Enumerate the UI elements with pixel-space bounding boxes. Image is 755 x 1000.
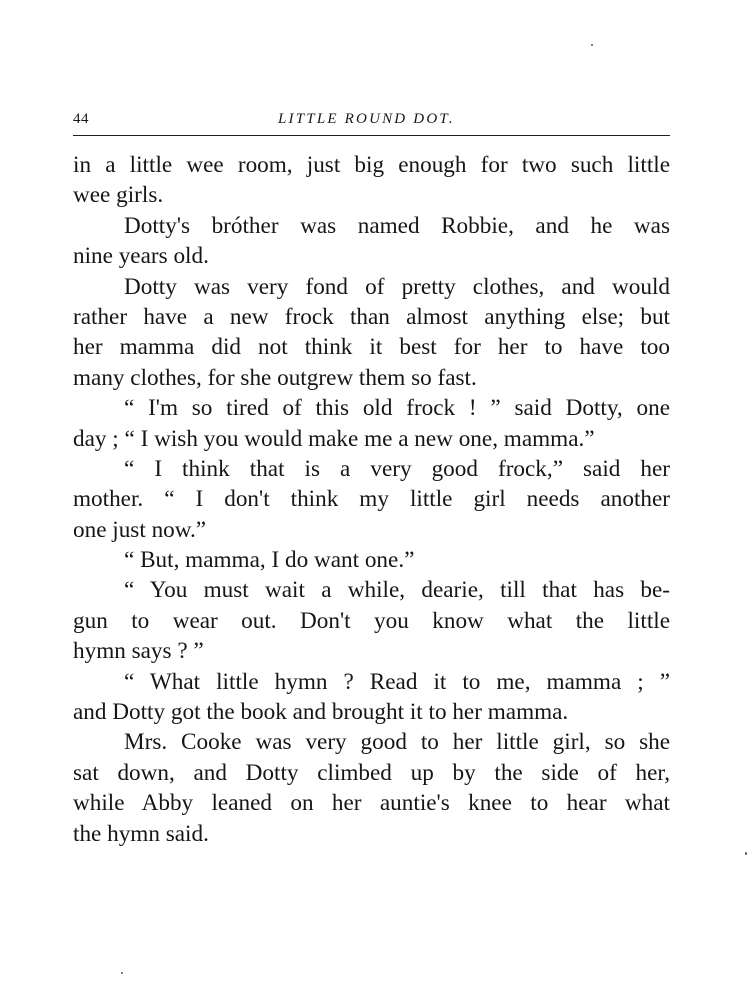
- text-line: wee girls.: [73, 182, 164, 209]
- text-line: her mamma did not think it best for her to have too: [73, 334, 670, 361]
- text-line: Mrs. Cooke was very good to her little girl, so she: [124, 729, 670, 756]
- text-line: the hymn said.: [73, 820, 209, 847]
- paper-speck: [745, 852, 747, 855]
- text-line: gun to wear out. Don't you know what the little: [73, 607, 670, 634]
- text-line: nine years old.: [73, 243, 209, 270]
- text-line: many clothes, for she outgrew them so fast.: [73, 364, 477, 391]
- text-line: sat down, and Dotty climbed up by the side of her,: [73, 759, 670, 786]
- text-line: “ What little hymn ? Read it to me, mamma ; ”: [124, 668, 670, 695]
- body-text: [73, 150, 670, 849]
- paper-speck: [121, 972, 123, 974]
- text-line: in a little wee room, just big enough for two such little: [73, 152, 670, 178]
- text-line: rather have a new frock than almost anything else; but: [73, 303, 670, 330]
- page-number: 44: [73, 111, 89, 127]
- text-line: one just now.”: [73, 516, 207, 543]
- text-line: while Abby leaned on her auntie's knee to hear what: [73, 790, 670, 817]
- header-rule: [73, 135, 670, 136]
- text-line: Dotty's bróther was named Robbie, and he was: [124, 212, 670, 239]
- text-line: “ I'm so tired of this old frock ! ” said Dotty, one: [124, 395, 670, 422]
- text-line: hymn says ? ”: [73, 638, 204, 665]
- text-line: “ You must wait a while, dearie, till that has be-: [124, 577, 670, 604]
- text-line: “ But, mamma, I do want one.”: [124, 547, 415, 574]
- text-line: “ I think that is a very good frock,” said her: [124, 455, 670, 482]
- page-header: [73, 104, 670, 130]
- text-line: and Dotty got the book and brought it to her mamma.: [73, 699, 569, 726]
- paper-speck: [591, 44, 593, 46]
- running-title: LITTLE ROUND DOT.: [278, 111, 455, 127]
- text-line: mother. “ I don't think my little girl needs another: [73, 486, 670, 513]
- text-line: Dotty was very fond of pretty clothes, and would: [124, 273, 670, 300]
- text-line: day ; “ I wish you would make me a new one, mamma.”: [73, 425, 595, 452]
